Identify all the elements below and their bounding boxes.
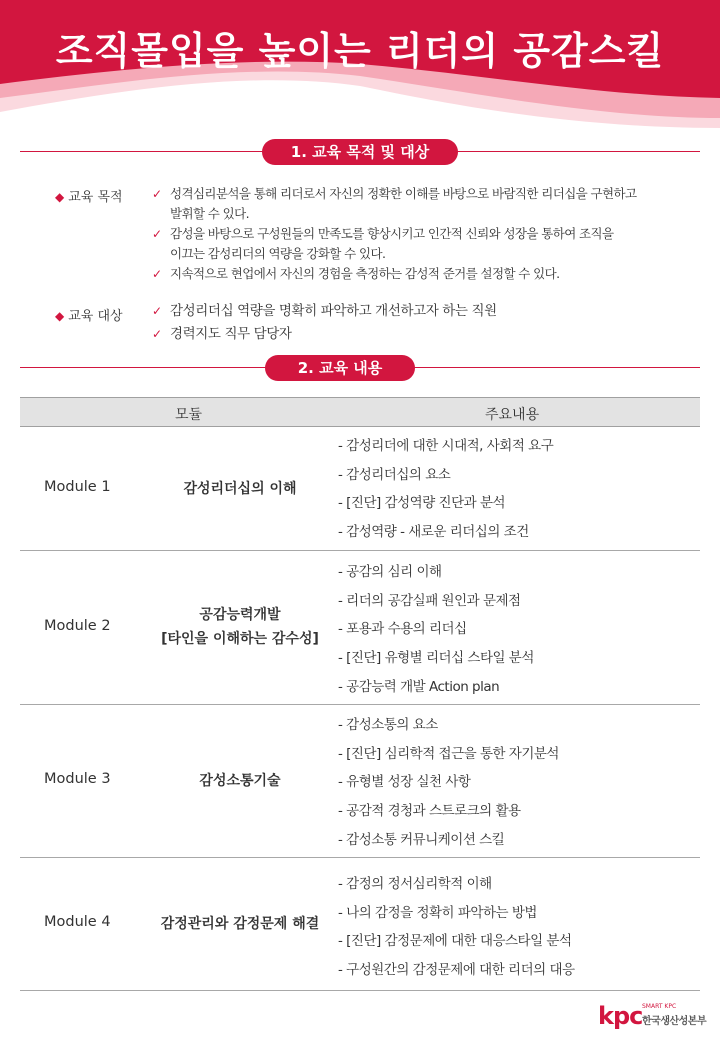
list-item: - 나의 감정을 정확히 파악하는 방법 — [338, 904, 537, 921]
diamond-icon: ◆ — [55, 309, 65, 323]
column-header-module: 모듈 — [175, 407, 203, 423]
list-item: - [진단] 감성역량 진단과 분석 — [338, 495, 506, 512]
target-label: ◆ 교육 대상 — [55, 309, 123, 324]
logo-mark: kpc — [598, 1002, 643, 1030]
module-name: Module 3 — [44, 771, 111, 787]
page-title: 조직몰입을 높이는 리더의 공감스킬 — [55, 29, 665, 73]
check-icon: ✓ — [152, 304, 162, 318]
module-topic: 감정관리와 감정문제 해결 — [160, 916, 320, 932]
list-item: ✓ 감성리더십 역량을 명확히 파악하고 개선하고자 하는 직원 — [152, 300, 692, 323]
module-topic: 감성리더십의 이해 — [183, 481, 297, 497]
module-topic: 감성소통기술 — [199, 773, 281, 789]
list-item: - 리더의 공감실패 원인과 문제점 — [338, 592, 521, 609]
check-icon: ✓ — [152, 327, 162, 341]
list-item: - 감성리더에 대한 시대적, 사회적 요구 — [338, 438, 554, 454]
list-item: - 감성리더십의 요소 — [338, 466, 451, 483]
table-header — [20, 397, 700, 427]
list-item: 발휘할 수 있다. — [170, 206, 249, 221]
list-item: - 공감의 심리 이해 — [338, 564, 442, 580]
section-header-objectives — [20, 139, 700, 165]
section-title: 1. 교육 목적 및 대상 — [262, 139, 458, 165]
list-item: ✓ 경력지도 직무 담당자 — [152, 323, 692, 346]
header-banner — [0, 0, 720, 135]
table-row — [20, 551, 700, 705]
list-item: - 감정의 정서심리학적 이해 — [338, 876, 492, 892]
list-item: - 감성역량 - 새로운 리더십의 조건 — [338, 524, 529, 541]
module-items — [338, 870, 575, 985]
module-items — [338, 711, 559, 854]
check-icon: ✓ — [152, 227, 162, 241]
list-item: ✓ 감성을 바탕으로 구성원들의 만족도를 향상시키고 인간적 신뢰와 성장을 통하여 조직을 — [152, 224, 692, 244]
module-topic: 공감능력개발 [타인을 이해하는 감수성] — [161, 607, 319, 647]
column-header-content: 주요내용 — [485, 407, 540, 423]
list-item: ✓ 지속적으로 현업에서 자신의 경험을 측정하는 감성적 준거를 설정할 수 있다. — [152, 264, 692, 284]
module-items — [338, 432, 553, 547]
logo-name: 한국생산성본부 — [642, 1016, 707, 1027]
list-item: 이끄는 감성리더의 역량을 강화할 수 있다. — [170, 246, 386, 261]
check-icon: ✓ — [152, 267, 162, 281]
table-row — [20, 427, 700, 551]
section-header-content — [20, 355, 700, 381]
logo-tagline: SMART KPC — [642, 1003, 677, 1010]
table-row — [20, 858, 700, 991]
list-item: - 공감적 경청과 스트로크의 활용 — [338, 803, 521, 820]
module-name: Module 2 — [44, 618, 111, 634]
list-item: - 공감능력 개발 Action plan — [338, 678, 500, 695]
list-item: - 구성원간의 감정문제에 대한 리더의 대응 — [338, 962, 575, 979]
list-item: - 감성소통 커뮤니케이션 스킬 — [338, 831, 505, 848]
objective-list — [152, 184, 692, 284]
check-icon: ✓ — [152, 187, 162, 201]
objective-label: ◆ 교육 목적 — [55, 190, 123, 205]
section-title: 2. 교육 내용 — [265, 355, 415, 381]
list-item: - [진단] 유형별 리더십 스타일 분석 — [338, 650, 534, 667]
list-item: - [진단] 심리학적 접근을 통한 자기분석 — [338, 745, 559, 762]
table-row — [20, 705, 700, 858]
module-name: Module 4 — [44, 914, 111, 930]
list-item: - 유형별 성장 실천 사항 — [338, 774, 471, 791]
module-items — [338, 558, 534, 701]
list-item: - 감성소통의 요소 — [338, 717, 438, 733]
list-item: - 포용과 수용의 리더십 — [338, 621, 467, 638]
module-name: Module 1 — [44, 479, 111, 495]
target-list — [152, 300, 692, 346]
list-item: - [진단] 감정문제에 대한 대응스타일 분석 — [338, 933, 572, 950]
diamond-icon: ◆ — [55, 190, 65, 204]
list-item: ✓ 성격심리분석을 통해 리더로서 자신의 정확한 이해를 바탕으로 바람직한 리더십을 구현하고 — [152, 184, 692, 204]
kpc-logo — [598, 1000, 718, 1030]
